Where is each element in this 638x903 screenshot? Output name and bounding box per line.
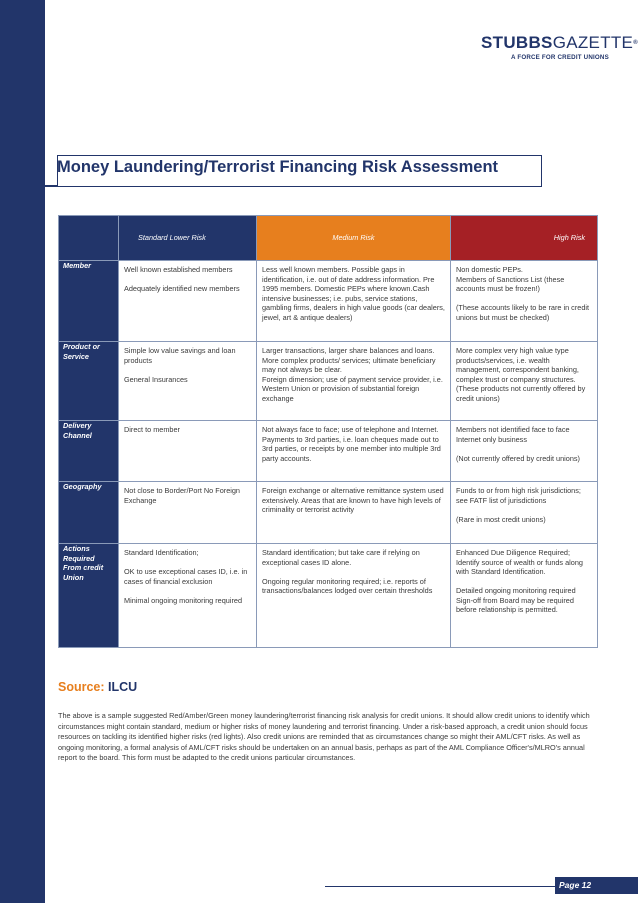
- left-sidebar-band: [0, 0, 45, 903]
- explanatory-note: The above is a sample suggested Red/Amber/Green money laundering/terrorist financing risk analysis for credit unions. It should allow credit unions to identify which circumstances might contain standard, medium or higher risks of money laundering and terrorist financing. Under a risk-based approach, a credit union should focus resources on tackling its identified higher risks (red lights). Also credit unions are reminded that as circumstances change so might their AML/CFT risks. As well as ongoing monitoring, a formal analysis of AML/CFT risks should be undertaken on an annual basis, perhaps as part of the AML Compliance Officer's/MLRO's annual report to the board. This form must be adapted to the credit unions particular circumstances.: [58, 711, 590, 762]
- header-blank: [59, 216, 119, 261]
- header-high-risk: High Risk: [451, 216, 598, 261]
- cell-low: Not close to Border/Port No Foreign Exchange: [119, 482, 257, 544]
- cell-low: Simple low value savings and loan products General Insurances: [119, 342, 257, 421]
- row-label-member: Member: [59, 261, 119, 342]
- source-value: ILCU: [108, 680, 138, 694]
- table-row: [59, 261, 598, 342]
- table-row: [59, 482, 598, 544]
- logo-wordmark: STUBBSGAZETTE®: [481, 33, 638, 52]
- cell-low: Direct to member: [119, 421, 257, 482]
- risk-assessment-table: [58, 215, 598, 648]
- table-row: [59, 342, 598, 421]
- cell-high: Enhanced Due Diligence Required; Identify source of wealth or funds along with Standard Identification. Detailed ongoing monitoring required Sign-off from Board may be required before relationship is permitted.: [451, 544, 598, 648]
- table-header-row: [59, 216, 598, 261]
- cell-high: Funds to or from high risk jurisdictions; see FATF list of jurisdictions (Rare in most credit unions): [451, 482, 598, 544]
- page-title: Money Laundering/Terrorist Financing Risk Assessment: [57, 158, 499, 176]
- source-label: Source:: [58, 680, 105, 694]
- footer-rule: [325, 886, 555, 887]
- cell-medium: Larger transactions, larger share balances and loans. More complex products/ services; ultimate beneficiary may not always be clear. Foreign dimension; use of payment service provider, i.e. Western Union or provision of substantial foreign exchange: [257, 342, 451, 421]
- cell-medium: Not always face to face; use of telephone and Internet. Payments to 3rd parties, i.e. loan cheques made out to 3rd parties, or receipts by one member into multiple 3rd party accounts.: [257, 421, 451, 482]
- cell-low: Well known established members Adequately identified new members: [119, 261, 257, 342]
- cell-high: Non domestic PEPs. Members of Sanctions List (these accounts must be frozen!) (These accounts likely to be rare in credit unions but must be checked): [451, 261, 598, 342]
- cell-high: More complex very high value type products/services, i.e. wealth management, correspondent banking, complex trust or company structures. (These products not currently offered by credit unions): [451, 342, 598, 421]
- cell-medium: Foreign exchange or alternative remittance system used extensively. Areas that are known to have high levels of criminality or terrorist activity: [257, 482, 451, 544]
- cell-medium: Standard identification; but take care if relying on exceptional cases ID alone. Ongoing regular monitoring required; i.e. reports of transactions/balances lodged over certain thresholds: [257, 544, 451, 648]
- row-label-geography: Geography: [59, 482, 119, 544]
- header-standard-lower-risk: Standard Lower Risk: [119, 216, 257, 261]
- cell-medium: Less well known members. Possible gaps in identification, i.e. out of date address information. Pre 1995 members. Domestic PEPs where known.Cash intensive businesses; i.e. pubs, service stations, gambling firms, dealers in high value goods (car dealers, jewel, art & antique dealers): [257, 261, 451, 342]
- table-row: [59, 421, 598, 482]
- logo-tagline: A FORCE FOR CREDIT UNIONS: [511, 54, 609, 61]
- page-number: Page 12: [555, 877, 638, 894]
- row-label-actions-required: Actions Required From credit Union: [59, 544, 119, 648]
- source-line: [58, 680, 137, 694]
- cell-high: Members not identified face to face Internet only business (Not currently offered by credit unions): [451, 421, 598, 482]
- cell-low: Standard Identification; OK to use exceptional cases ID, i.e. in cases of financial exclusion Minimal ongoing monitoring required: [119, 544, 257, 648]
- row-label-product-or-service: Product or Service: [59, 342, 119, 421]
- table-row: [59, 544, 598, 648]
- title-underline: [45, 185, 57, 187]
- stubbs-gazette-logo: [481, 33, 638, 61]
- row-label-delivery-channel: Delivery Channel: [59, 421, 119, 482]
- header-medium-risk: Medium Risk: [257, 216, 451, 261]
